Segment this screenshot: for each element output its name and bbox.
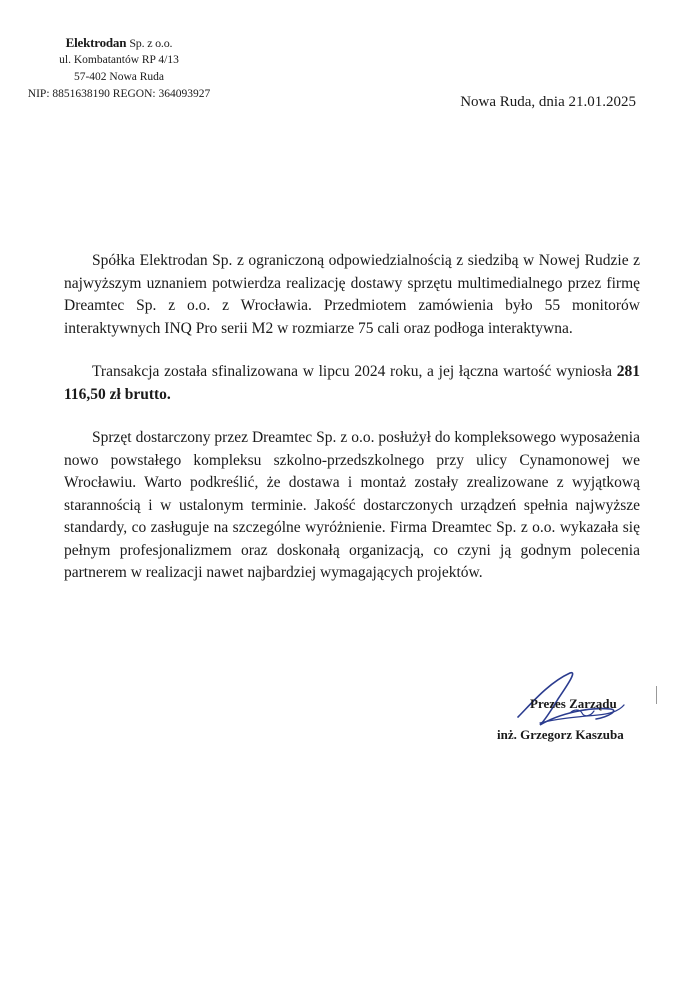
company-stamp (10, 34, 228, 103)
total-amount: 281 116,50 zł brutto. (64, 363, 640, 403)
signature-block (490, 665, 660, 755)
company-street: ul. Kombatantów RP 4/13 (59, 54, 179, 66)
paragraph-3: Sprzęt dostarczony przez Dreamtec Sp. z o.o. posłużył do kompleksowego wyposażenia nowo powstałego kompleksu szkolno-przedszkolnego przy ulicy Cynamonowej we Wrocławiu. Warto podkreślić, że dostawa i montaż zostały zrealizowane z wyjątkową starannością i w ustalonym terminie. Jakość dostarczonych urządzeń spełnia najwyższe standardy, co zasługuje na szczególne wyróżnienie. Firma Dreamtec Sp. z o.o. wykazała się pełnym profesjonalizmem oraz doskonałą organizacją, co czyni ją godnym polecenia partnerem w realizacji nawet najbardziej wymagających projektów. (64, 429, 640, 581)
letter-body (64, 250, 640, 606)
paragraph-1: Spółka Elektrodan Sp. z ograniczoną odpowiedzialnością z siedzibą w Nowej Rudzie z najwyższym uznaniem potwierdza realizację dostawy sprzętu multimedialnego przez firmę Dreamtec Sp. z o.o. z Wrocławia. Przedmiotem zamówienia było 55 monitorów interaktywnych INQ Pro serii M2 w rozmiarze 75 cali oraz podłoga interaktywna. (64, 252, 640, 337)
company-suffix: Sp. z o.o. (129, 36, 173, 50)
company-city: 57-402 Nowa Ruda (73, 71, 165, 83)
company-registry: NIP: 8851638190 REGON: 364093927 (27, 88, 211, 100)
paragraph-2 (64, 361, 640, 406)
signatory-title: Prezes Zarządu (530, 696, 617, 711)
place-date: Nowa Ruda, dnia 21.01.2025 (460, 94, 636, 110)
signatory-name: inż. Grzegorz Kaszuba (497, 727, 624, 742)
paragraph-2-text: Transakcja została sfinalizowana w lipcu 2024 roku, a jej łączna wartość wyniosła (92, 363, 617, 380)
margin-mark (656, 686, 657, 704)
company-name: Elektrodan (65, 35, 127, 50)
